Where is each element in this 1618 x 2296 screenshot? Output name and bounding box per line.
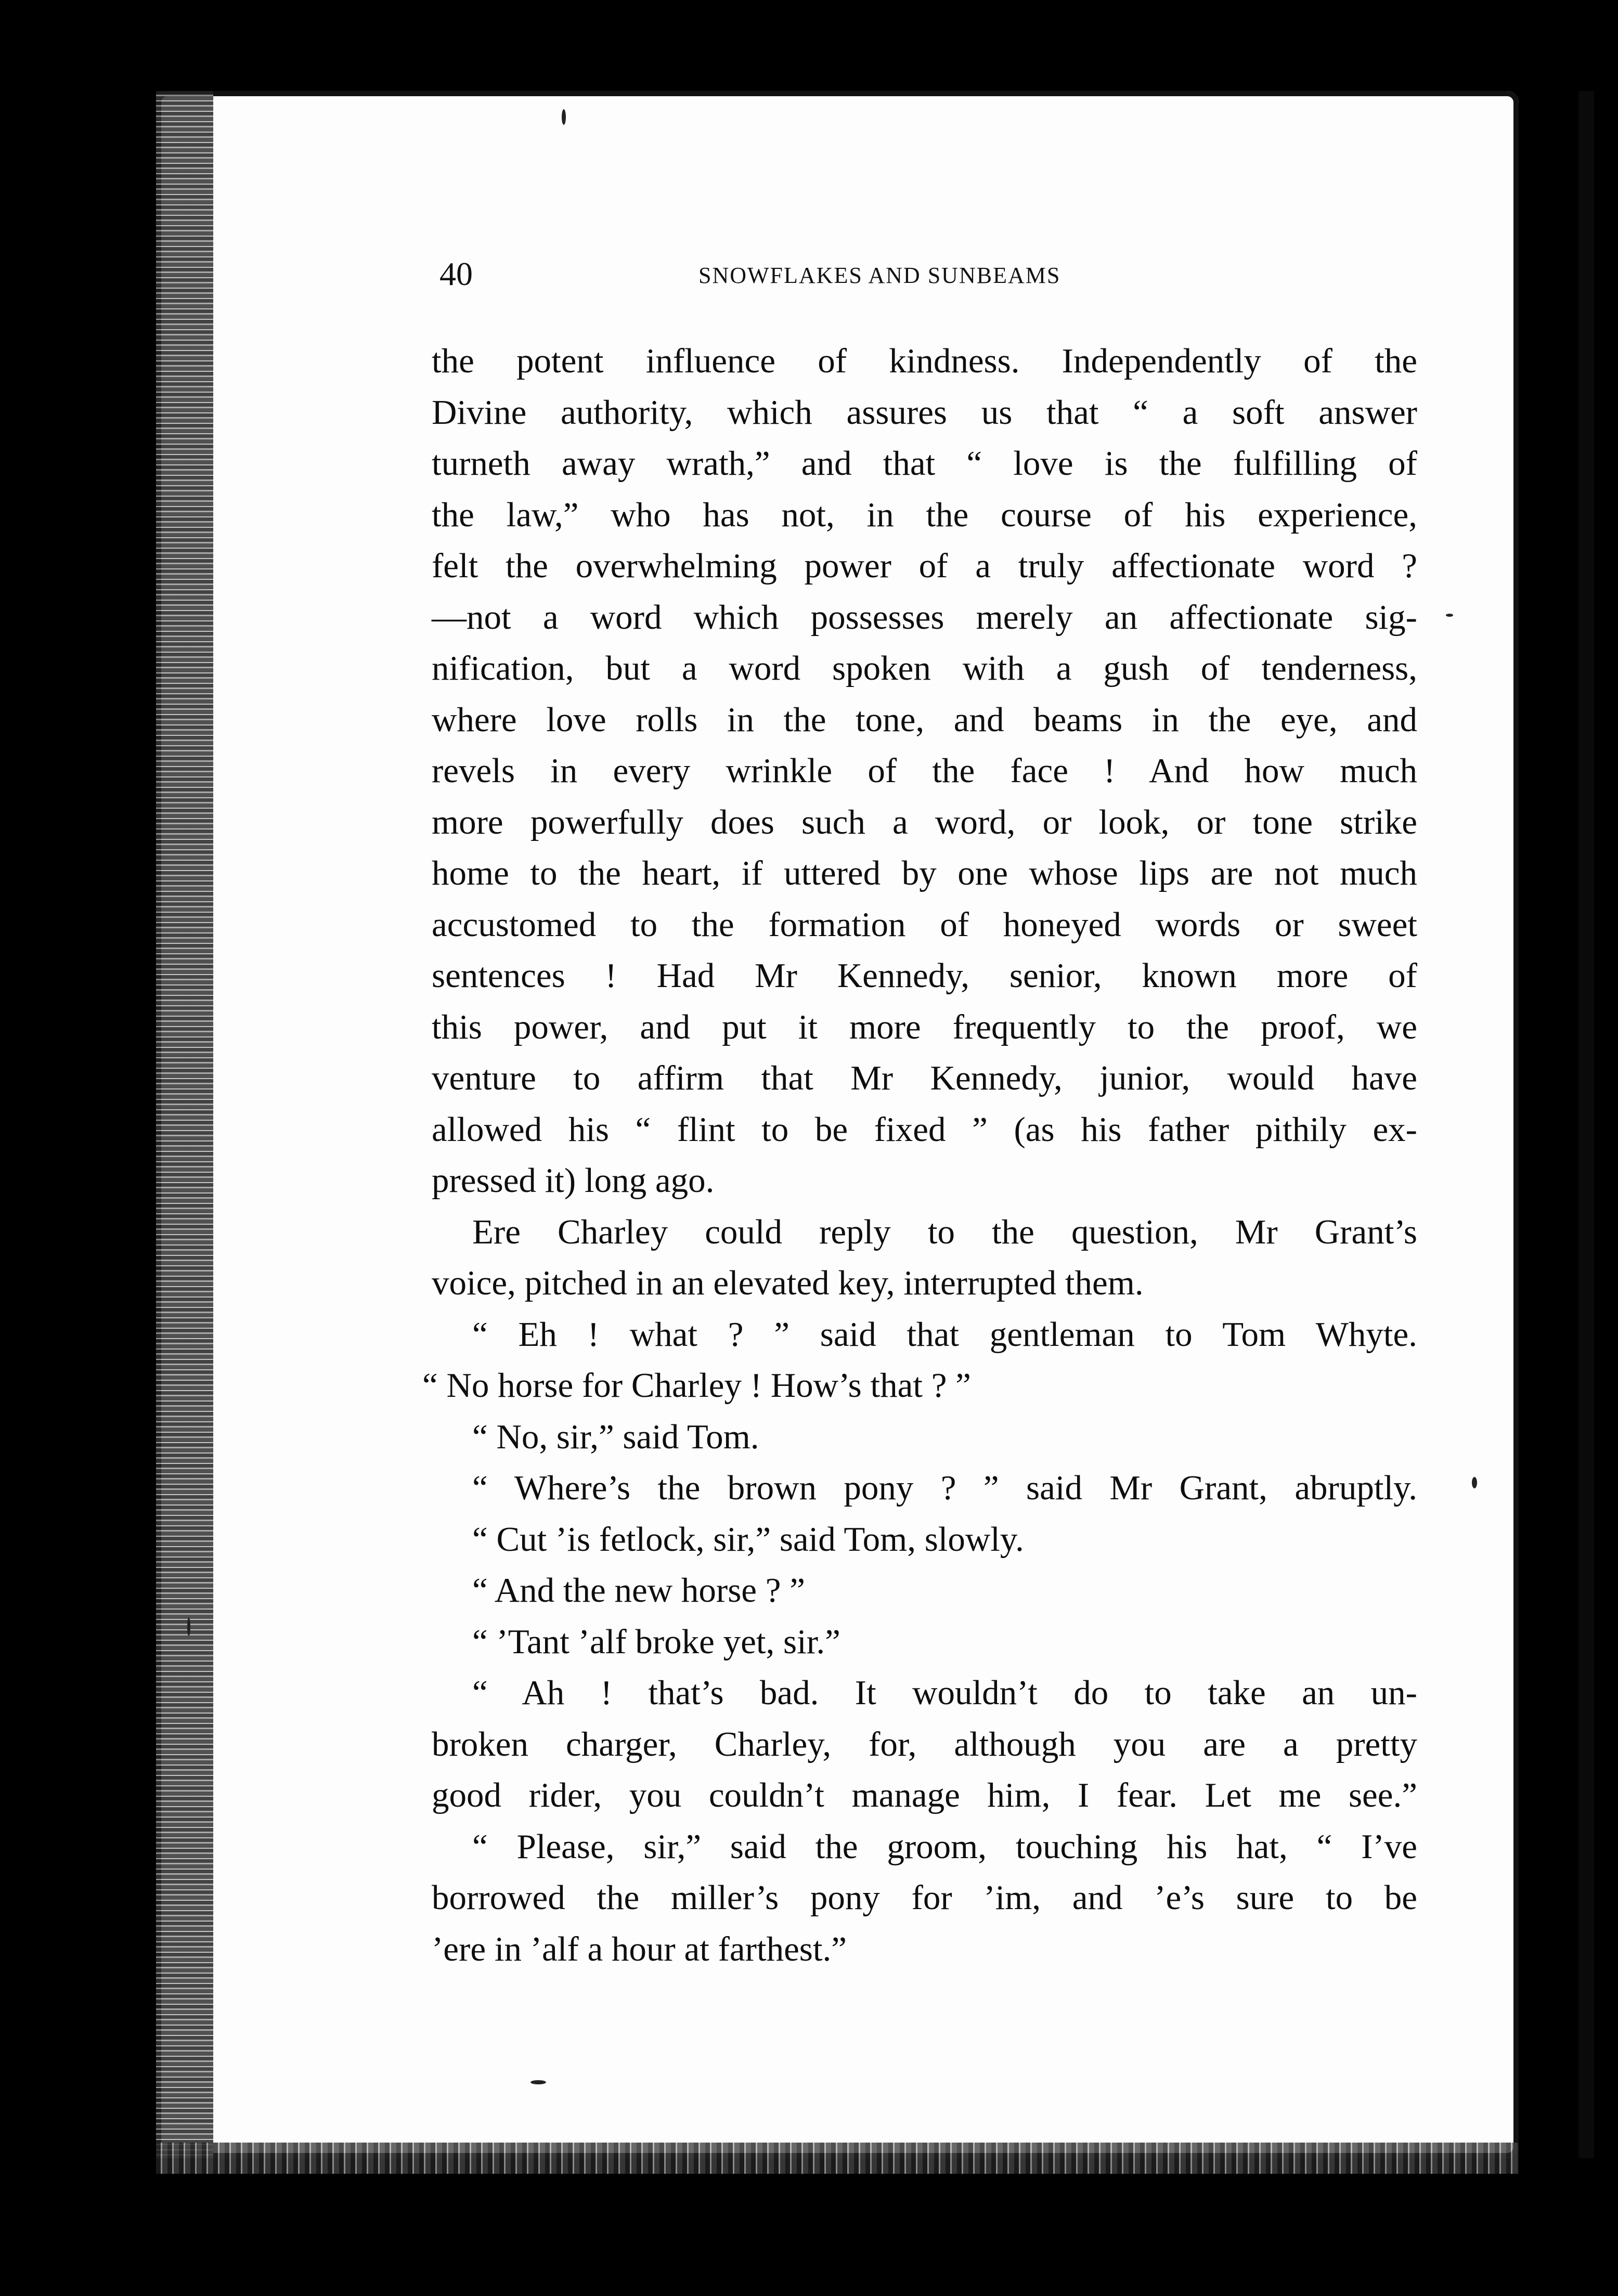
scan-speck <box>562 109 566 125</box>
body-text <box>422 335 1417 1975</box>
text-line: accustomed to the formation of honeyed words or sweet <box>432 905 1417 944</box>
text-line: this power, and put it more frequently to the proof, we <box>432 1007 1417 1046</box>
text-line: felt the overwhelming power of a truly affectionate word ? <box>432 547 1417 585</box>
text-line: nification, but a word spoken with a gush of tenderness, <box>432 649 1417 687</box>
text-line: “ No horse for Charley ! How’s that ? ” <box>422 1366 971 1405</box>
text-line: “ ’Tant ’alf broke yet, sir.” <box>472 1622 840 1661</box>
text-line: venture to affirm that Mr Kennedy, junior, would have <box>432 1059 1417 1097</box>
page-right-edge <box>1578 91 1594 2158</box>
text-line: —not a word which possesses merely an affectionate sig- <box>432 598 1417 637</box>
page-bottom-edge <box>156 2143 1519 2174</box>
scan-speck <box>187 1617 190 1636</box>
page-gutter-edge <box>156 91 213 2158</box>
text-line: home to the heart, if uttered by one whose lips are not much <box>432 854 1417 892</box>
scan-speck <box>1472 1477 1477 1488</box>
text-line: more powerfully does such a word, or look, or tone strike <box>432 802 1417 841</box>
text-line: “ And the new horse ? ” <box>472 1571 806 1610</box>
text-line: borrowed the miller’s pony for ’im, and ’e’s sure to be <box>432 1878 1417 1917</box>
text-line: ’ere in ’alf a hour at farthest.” <box>432 1929 847 1968</box>
text-line: sentences ! Had Mr Kennedy, senior, known more of <box>432 956 1417 995</box>
text-line: turneth away wrath,” and that “ love is the fulfilling of <box>432 444 1417 483</box>
text-line: “ No, sir,” said Tom. <box>472 1417 759 1456</box>
text-line: Ere Charley could reply to the question, Mr Grant’s <box>472 1212 1417 1251</box>
text-line: “ Eh ! what ? ” said that gentleman to Tom Whyte. <box>472 1315 1417 1354</box>
text-line: allowed his “ flint to be fixed ” (as his father pithily ex- <box>432 1110 1417 1149</box>
text-line: revels in every wrinkle of the face ! And how much <box>432 751 1417 790</box>
text-line: “ Where’s the brown pony ? ” said Mr Grant, abruptly. <box>472 1469 1417 1507</box>
text-line: where love rolls in the tone, and beams in the eye, and <box>432 700 1417 739</box>
scan-speck <box>1446 614 1453 617</box>
text-line: “ Please, sir,” said the groom, touching his hat, “ I’ve <box>472 1827 1417 1866</box>
text-line: good rider, you couldn’t manage him, I fear. Let me see.” <box>432 1776 1417 1814</box>
text-line: pressed it) long ago. <box>432 1161 715 1200</box>
text-line: “ Ah ! that’s bad. It wouldn’t do to take an un- <box>472 1674 1417 1712</box>
text-line: broken charger, Charley, for, although you are a pretty <box>432 1724 1417 1763</box>
scan-speck <box>530 2080 546 2084</box>
text-line: the law,” who has not, in the course of his experience, <box>432 495 1417 534</box>
text-line: the potent influence of kindness. Independently of the <box>432 342 1417 380</box>
page-number: 40 <box>439 255 473 292</box>
running-title: SNOWFLAKES AND SUNBEAMS <box>698 263 1061 288</box>
text-line: voice, pitched in an elevated key, interrupted them. <box>432 1264 1144 1302</box>
text-line: “ Cut ’is fetlock, sir,” said Tom, slowly. <box>472 1520 1024 1559</box>
running-head <box>439 255 1417 302</box>
text-line: Divine authority, which assures us that “ a soft answer <box>432 393 1417 432</box>
